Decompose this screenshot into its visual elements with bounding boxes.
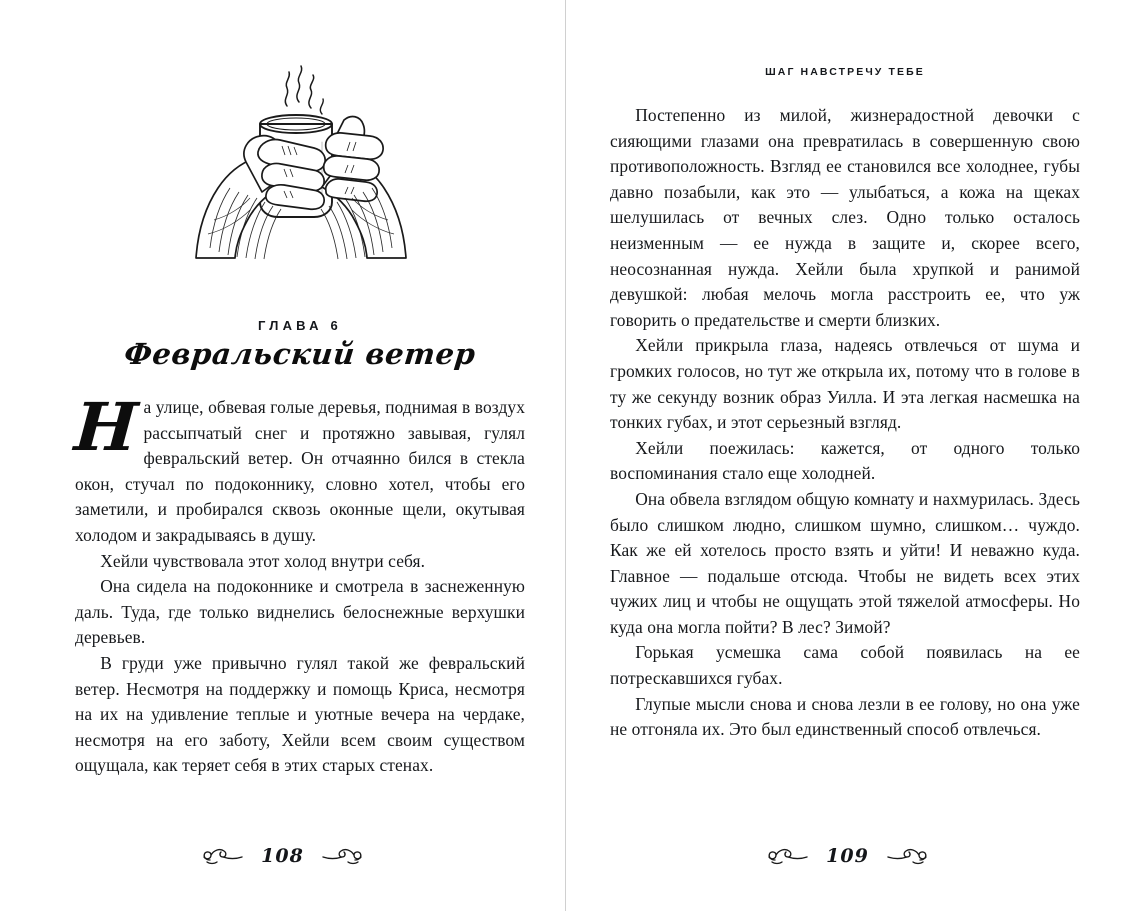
folio-left (0, 845, 565, 867)
paragraph: Она обвела взглядом общую комнату и нахмурилась. Здесь было слишком людно, слишком шумно, слишком… чуждо. Как же ей хотелось просто взять и уйти! И неважно куда. Главное — подальше отсюда. Чтобы не видеть всех этих чужих лиц и чтобы не ощущать этой тяжелой атмосферы. Но куда она могла пойти? В лес? Зимой? (610, 488, 1080, 637)
paragraph: Хейли прикрыла глаза, надеясь отвлечься от шума и громких голосов, но тут же открыла их, потому что в голове в ту же секунду возник образ Уилла. И эта легкая насмешка на тонких губах, и этот серьезный взгляд. (610, 335, 1080, 433)
flourish-left-icon (766, 846, 812, 866)
paragraph-text: а улице, обвевая голые деревья, поднимая в воздух рассыпчатый снег и протяжно завывая, гулял февральский ветер. Он отчаянно бился в стекла окон, стучал по подоконнику, словно хотел, чтобы его заметили, и пробирался сквозь оконные щели, окутывая холодом и закрадываясь в душу. (75, 397, 525, 545)
paragraph: В груди уже привычно гулял такой же февральский ветер. Несмотря на поддержку и помощь Криса, несмотря на их на удивление теплые и уютные вечера на чердаке, несмотря на его заботу, Хейли всем своим существом ощущала, как теряет себя в этих старых стенах. (75, 652, 525, 776)
flourish-left-icon (201, 846, 247, 866)
flourish-right-icon (883, 846, 929, 866)
chapter-label: ГЛАВА 6 (258, 318, 342, 333)
right-page-body (610, 78, 1080, 743)
paragraph: Постепенно из милой, жизнерадостной девочки с сияющими глазами она превратилась в совершенную свою противоположность. Взгляд ее становился все холоднее, губы давно позабыли, как это — улыбаться, а кожа на щеках шелушилась от вечных слез. Одно только осталось неизменным — ее нужда в защите и, скорее всего, неосознанная нужда. Хейли была хрупкой и ранимой девушкой: любая мелочь могла расстроить ее, что уж говорить о предательстве и смерти близких. (610, 105, 1080, 330)
drop-cap: Н (72, 388, 141, 466)
chapter-title: Февральский ветер (122, 337, 478, 371)
page-number: 108 (261, 845, 304, 867)
left-page-body (72, 371, 525, 779)
paragraph: Она сидела на подоконнике и смотрела в заснеженную даль. Туда, где только виднелись белоснежные верхушки деревьев. (75, 576, 525, 648)
paragraph: Глупые мысли снова и снова лезли в ее голову, но она уже не отгоняла их. Это был единственный способ отвлечься. (610, 693, 1080, 740)
paragraph (72, 388, 525, 549)
flourish-right-icon (318, 846, 364, 866)
page-number: 109 (826, 845, 869, 867)
paragraph: Хейли чувствовала этот холод внутри себя. (100, 550, 426, 571)
hands-holding-mug-illustration (75, 0, 525, 318)
paragraph: Хейли поежилась: кажется, от одного только воспоминания стало еще холодней. (610, 437, 1080, 484)
paragraph: Горькая усмешка сама собой появилась на ее потрескавшихся губах. (610, 642, 1080, 689)
folio-right (565, 845, 1130, 867)
running-head: ШАГ НАВСТРЕЧУ ТЕБЕ (765, 66, 925, 78)
right-page (565, 0, 1130, 911)
